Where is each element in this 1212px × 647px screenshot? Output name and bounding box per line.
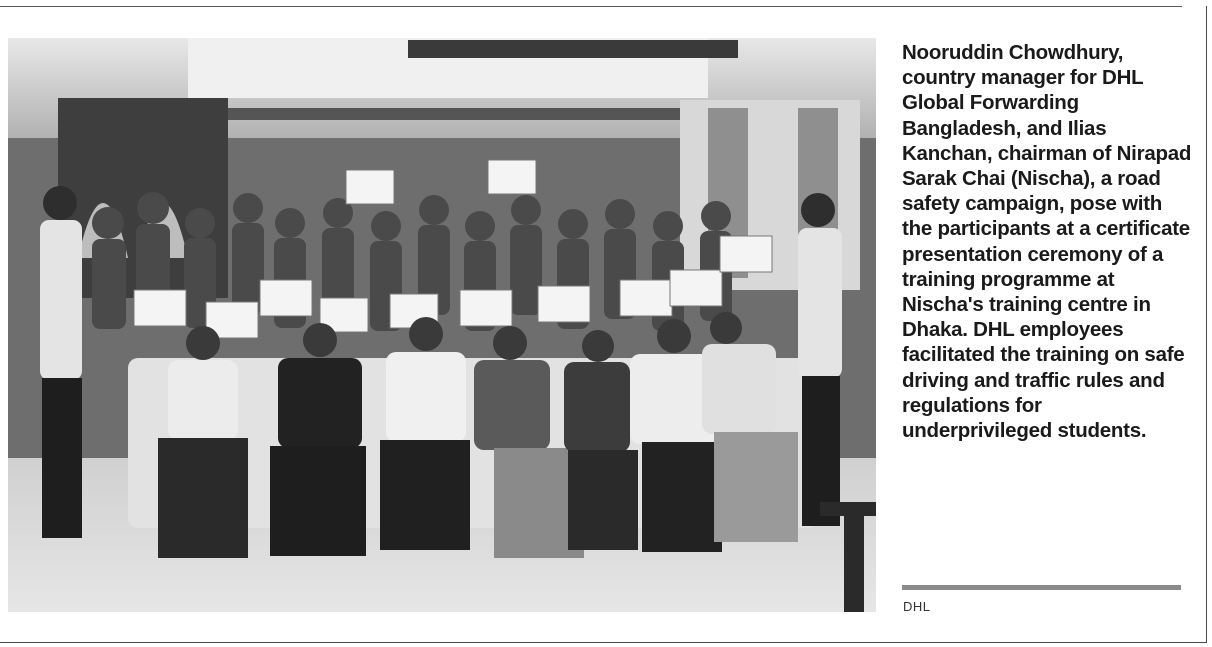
- photo-credit: DHL: [903, 599, 931, 614]
- group-photo: [8, 38, 876, 612]
- photo-caption: Nooruddin Chowdhury, country manager for DHL Global Forwarding Bangladesh, and Ilias Kanchan, chairman of Nirapad Sarak Chai (Nischa), a road safety campaign, pose with the participants at a certificate presentation ceremony of a training programme at Nischa's training centre in Dhaka. DHL employees facilitated the training on safe driving and traffic rules and regulations for underprivileged students.: [902, 41, 1192, 443]
- credit-rule: [902, 585, 1181, 590]
